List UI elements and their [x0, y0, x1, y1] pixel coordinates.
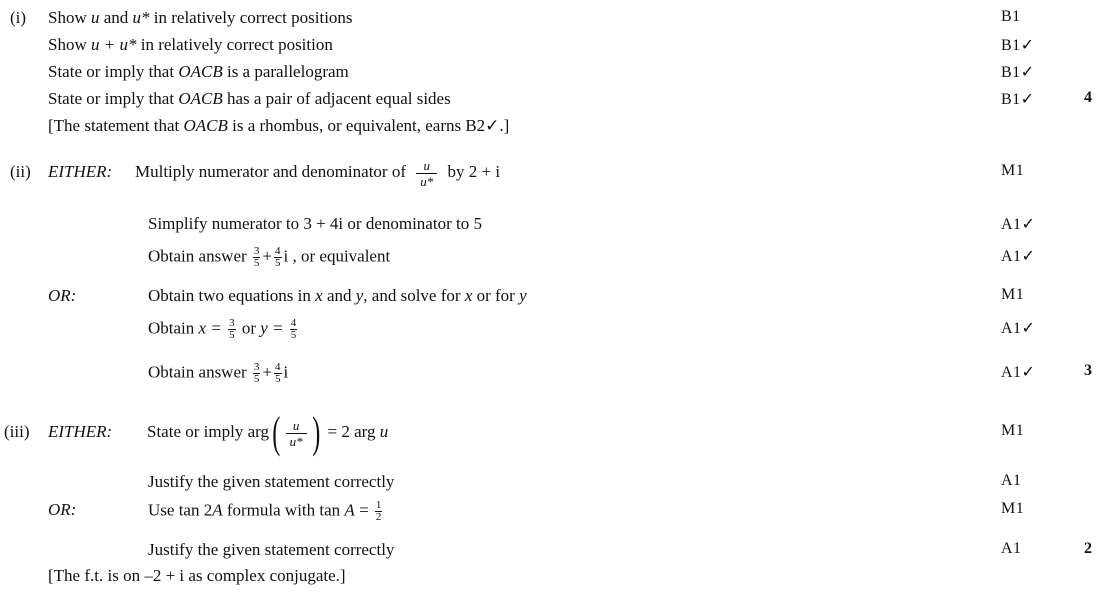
part-i-line-3	[48, 62, 349, 82]
or-label: OR:	[48, 286, 77, 305]
part-ii-line-1	[135, 153, 500, 191]
fraction-3-5	[253, 362, 261, 385]
fraction-4-5	[290, 318, 298, 341]
text: Show	[48, 8, 87, 27]
mark-ii-3: A1✓	[1001, 248, 1036, 265]
var-u-plus-u-star: u + u*	[90, 35, 137, 54]
text: is a rhombus, or equivalent, earns B2✓.]	[232, 116, 510, 135]
fraction-u-over-u-star	[416, 158, 437, 189]
text: Show	[48, 35, 87, 54]
mark-i-1: B1	[1001, 8, 1021, 25]
part-ii-line-3	[148, 246, 390, 269]
mark-ii-2: A1✓	[1001, 216, 1036, 233]
text: Use tan 2	[148, 500, 213, 520]
or-label: OR:	[48, 500, 77, 519]
denominator: 2	[375, 511, 382, 523]
part-ii-number: (ii)	[10, 162, 31, 181]
text: Obtain answer	[148, 246, 247, 266]
fraction-4-5	[274, 362, 282, 385]
var-oacb: OACB	[178, 89, 223, 108]
either-label: EITHER:	[48, 422, 113, 441]
numerator: 4	[275, 361, 281, 373]
numerator: 1	[375, 499, 382, 511]
denominator: u*	[289, 433, 303, 449]
var-x: x	[315, 286, 323, 305]
var-oacb: OACB	[178, 62, 223, 81]
var-x: x	[464, 286, 473, 305]
eq-y: y =	[260, 318, 284, 338]
fraction-1-2	[375, 500, 383, 523]
text: or	[241, 318, 256, 338]
text: Obtain answer	[148, 362, 247, 382]
part-iii-line-2: Justify the given statement correctly	[148, 472, 395, 491]
text: Multiply numerator and denominator of	[135, 162, 406, 181]
part-i-line-1	[48, 8, 353, 28]
text: has a pair of adjacent equal sides	[226, 89, 451, 108]
text: and	[326, 286, 352, 305]
text: or for	[476, 286, 515, 305]
fraction-4-5	[274, 246, 282, 269]
mark-iii-2: A1	[1001, 472, 1022, 489]
mark-i-3: B1✓	[1001, 64, 1035, 81]
denominator: 5	[253, 257, 260, 269]
numerator: u	[416, 158, 437, 174]
fraction-3-5	[253, 246, 261, 269]
denominator: 5	[275, 257, 281, 269]
text: by 2 + i	[447, 162, 501, 181]
total-ii: 3	[1084, 362, 1092, 379]
numerator: 4	[275, 245, 281, 257]
left-paren: (	[272, 408, 281, 458]
denominator: 5	[253, 373, 260, 385]
fraction-3-5	[228, 318, 236, 341]
mark-iii-1: M1	[1001, 422, 1025, 439]
total-i: 4	[1084, 89, 1092, 106]
text: State or imply that	[48, 89, 175, 108]
text: State or imply arg	[147, 422, 269, 441]
part-ii-line-6	[148, 362, 288, 385]
denominator: 5	[275, 373, 281, 385]
text: , and solve for	[363, 286, 461, 305]
numerator: u	[286, 418, 307, 434]
total-iii: 2	[1084, 540, 1092, 557]
numerator: 3	[253, 245, 260, 257]
denominator: 5	[229, 329, 235, 341]
part-ii-line-5	[148, 318, 299, 341]
mark-ii-4: M1	[1001, 286, 1025, 303]
part-i-line-2	[48, 35, 333, 55]
eq-x: x =	[198, 318, 222, 338]
var-A: A	[344, 500, 355, 520]
text: and	[103, 8, 129, 27]
numerator: 3	[229, 317, 235, 329]
part-i-line-4	[48, 89, 451, 109]
part-iii-line-1	[147, 400, 388, 464]
text: in relatively correct position	[140, 35, 333, 54]
var-y: y	[355, 286, 364, 305]
var-A: A	[212, 500, 223, 520]
part-iii-line-4: Justify the given statement correctly	[148, 540, 395, 559]
text: Obtain two equations in	[148, 286, 311, 305]
mark-i-2: B1✓	[1001, 37, 1035, 54]
text: =	[359, 500, 369, 520]
plus: +	[262, 362, 273, 382]
part-i-note	[48, 116, 509, 136]
var-u: u	[90, 8, 100, 27]
denominator: 5	[290, 329, 297, 341]
part-iii-line-3	[148, 500, 384, 523]
text: formula with tan	[226, 500, 341, 520]
numerator: 3	[253, 361, 260, 373]
part-iii-note: [The f.t. is on –2 + i as complex conjugate.]	[48, 566, 346, 585]
fraction-u-over-u-star	[286, 418, 307, 449]
either-label: EITHER:	[48, 162, 113, 181]
var-u: u	[379, 422, 389, 441]
text: State or imply that	[48, 62, 175, 81]
text: Obtain	[148, 318, 195, 338]
text: i , or equivalent	[283, 246, 391, 266]
text: is a parallelogram	[226, 62, 349, 81]
denominator: u*	[420, 173, 434, 189]
var-oacb: OACB	[183, 116, 228, 135]
var-u-star: u*	[132, 8, 150, 27]
mark-ii-5: A1✓	[1001, 320, 1036, 337]
numerator: 4	[290, 317, 297, 329]
part-ii-line-4	[148, 286, 527, 306]
text: in relatively correct positions	[153, 8, 353, 27]
part-i-number: (i)	[10, 8, 27, 27]
text: [The statement that	[48, 116, 180, 135]
mark-i-4: B1✓	[1001, 91, 1035, 108]
text: = 2 arg	[327, 422, 376, 441]
mark-ii-6: A1✓	[1001, 364, 1036, 381]
mark-ii-1: M1	[1001, 162, 1025, 179]
right-paren: )	[311, 408, 320, 458]
mark-iii-4: A1	[1001, 540, 1022, 557]
part-ii-line-2: Simplify numerator to 3 + 4i or denominator to 5	[148, 214, 482, 233]
var-y: y	[519, 286, 527, 305]
plus: +	[262, 246, 273, 266]
mark-iii-3: M1	[1001, 500, 1025, 517]
text: i	[283, 362, 289, 382]
part-iii-number: (iii)	[4, 422, 30, 441]
